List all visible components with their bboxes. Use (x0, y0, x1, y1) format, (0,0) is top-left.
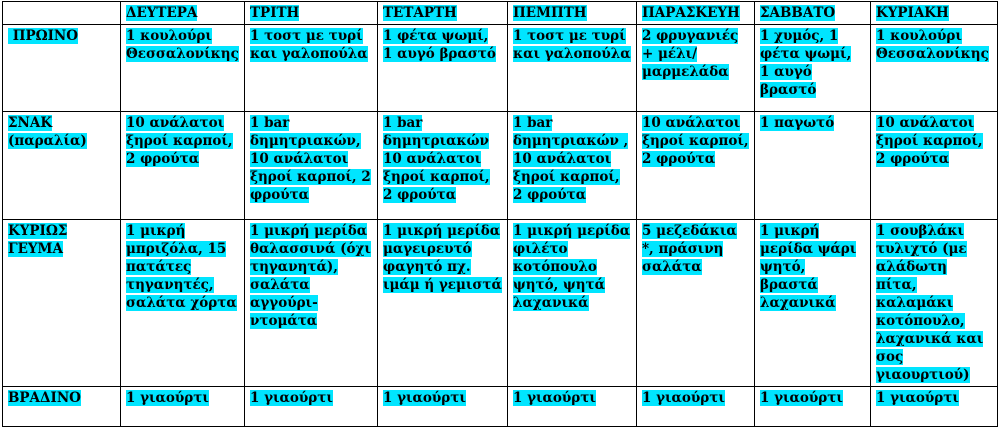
weekly-meal-plan-table (2, 1, 998, 427)
meal-entry: 1 bar δημητριακών 10 ανάλατοι ξηροί καρποί, 2 φρούτα (383, 115, 490, 203)
meal-entry: 10 ανάλατοι ξηροί καρποί, 2 φρούτα (876, 115, 983, 167)
meal-entry: 1 μικρή μερίδα φιλέτο κοτόπουλο ψητό, ψητά λαχανικά (513, 223, 631, 311)
meal-entry: 1 μικρή μπριζόλα, 15 πατάτες τηγανητές, σαλάτα χόρτα (126, 223, 237, 311)
table-cell (871, 220, 998, 387)
table-cell (508, 112, 637, 220)
day-header-tuesday (245, 2, 378, 25)
row-label-snack (3, 112, 121, 220)
table-cell (378, 112, 508, 220)
day-header-sunday (871, 2, 998, 25)
table-cell (121, 112, 245, 220)
table-cell (121, 25, 245, 112)
day-label: ΣΑΒΒΑΤΟ (760, 5, 836, 21)
table-cell (508, 387, 637, 427)
table-row-breakfast (3, 25, 998, 112)
meal-entry: 1 κουλούρι Θεσσαλονίκης (126, 28, 239, 62)
day-label: ΤΡΙΤΗ (250, 5, 300, 21)
meal-label: ΒΡΑΔΙΝΟ (8, 390, 81, 406)
meal-entry: 1 σουβλάκι τυλιχτό (με αλάδωτη πίτα, καλαμάκι κοτόπουλο, λαχανικά και σος γιαουρτιού) (876, 223, 984, 383)
meal-entry: 1 γιαούρτι (760, 390, 843, 406)
table-cell (121, 220, 245, 387)
day-label: ΔΕΥΤΕΡΑ (126, 5, 198, 21)
meal-entry: 1 τοστ με τυρί και γαλοπούλα (513, 28, 631, 62)
table-cell (755, 25, 871, 112)
day-header-friday (637, 2, 755, 25)
meal-entry: 1 φέτα ψωμί, 1 αυγό βραστό (383, 28, 496, 62)
meal-entry: 1 γιαούρτι (250, 390, 333, 406)
table-cell (245, 25, 378, 112)
meal-entry: 1 κουλούρι Θεσσαλονίκης (876, 28, 989, 62)
meal-entry: 1 γιαούρτι (383, 390, 466, 406)
meal-entry: 10 ανάλατοι ξηροί καρποί, 2 φρούτα (126, 115, 233, 167)
day-label: ΤΕΤΑΡΤΗ (383, 5, 457, 21)
meal-entry: 1 μικρή μερίδα μαγειρευτό φαγητό πχ. ιμάμ ή γεμιστά (383, 223, 502, 293)
table-cell (378, 387, 508, 427)
day-header-thursday (508, 2, 637, 25)
meal-entry: 1 γιαούρτι (876, 390, 959, 406)
meal-entry: 1 χυμός, 1 φέτα ψωμί, 1 αυγό βραστό (760, 28, 852, 98)
header-row (3, 2, 998, 25)
meal-label: ΚΥΡΙΩΣ ΓΕΥΜΑ (8, 223, 68, 257)
table-cell (871, 112, 998, 220)
table-cell (508, 25, 637, 112)
meal-entry: 1 γιαούρτι (642, 390, 725, 406)
table-cell (378, 25, 508, 112)
row-label-lunch (3, 220, 121, 387)
meal-label: ΠΡΩΙΝΟ (8, 28, 79, 44)
table-row-lunch (3, 220, 998, 387)
day-label: ΠΑΡΑΣΚΕΥΗ (642, 5, 740, 21)
table-cell (755, 387, 871, 427)
meal-entry: 5 μεζεδάκια *, πράσινη σαλάτα (642, 223, 737, 275)
meal-entry: 1 τοστ με τυρί και γαλοπούλα (250, 28, 368, 62)
row-label-dinner (3, 387, 121, 427)
meal-entry: 10 ανάλατοι ξηροί καρποί, 2 φρούτα (642, 115, 749, 167)
meal-label: ΣΝΑΚ (παραλία) (8, 115, 87, 149)
table-cell (245, 387, 378, 427)
meal-entry: 1 μικρή μερίδα θαλασσινά (όχι τηγανητά), σαλάτα αγγούρι-ντομάτα (250, 223, 371, 329)
table-cell (121, 387, 245, 427)
meal-entry: 1 γιαούρτι (513, 390, 596, 406)
table-cell (637, 387, 755, 427)
table-cell (871, 387, 998, 427)
row-label-breakfast (3, 25, 121, 112)
table-cell (637, 220, 755, 387)
day-header-wednesday (378, 2, 508, 25)
table-cell (637, 112, 755, 220)
table-cell (508, 220, 637, 387)
day-header-monday (121, 2, 245, 25)
table-row-snack (3, 112, 998, 220)
table-cell (755, 112, 871, 220)
day-header-saturday (755, 2, 871, 25)
meal-entry: 1 bar δημητριακών , 10 ανάλατοι ξηροί καρποί, 2 φρούτα (513, 115, 629, 203)
table-cell (245, 112, 378, 220)
meal-entry: 1 bar δημητριακών, 10 ανάλατοι ξηροί καρποί, 2 φρούτα (250, 115, 371, 203)
corner-cell (3, 2, 121, 25)
table-cell (637, 25, 755, 112)
meal-entry: 1 μικρή μερίδα ψάρι ψητό, βραστά λαχανικά (760, 223, 857, 311)
meal-entry: 1 παγωτό (760, 115, 835, 131)
table-cell (245, 220, 378, 387)
meal-entry: 2 φρυγανιές + μέλι/ μαρμελάδα (642, 28, 739, 80)
table-cell (871, 25, 998, 112)
table-row-dinner (3, 387, 998, 427)
meal-entry: 1 γιαούρτι (126, 390, 209, 406)
day-label: ΚΥΡΙΑΚΗ (876, 5, 949, 21)
day-label: ΠΕΜΠΤΗ (513, 5, 587, 21)
table-cell (755, 220, 871, 387)
table-cell (378, 220, 508, 387)
